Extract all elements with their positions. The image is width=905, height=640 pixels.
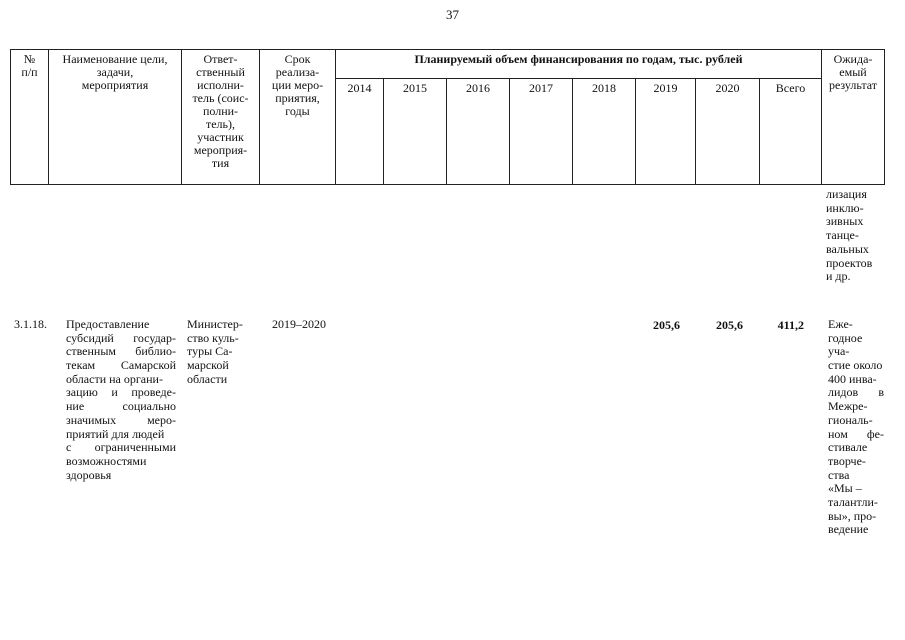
row-result-line — [828, 332, 884, 346]
row-result-line-word: ства — [828, 467, 850, 482]
row-responsible: Министер- ство куль- туры Са- марской области — [187, 317, 243, 386]
row-name-line-word: субсидий — [66, 330, 114, 345]
row-name-line — [66, 332, 176, 346]
row-name-line-word: ограниченными — [94, 440, 176, 455]
row-result-line-word: уча- — [828, 344, 850, 359]
continuation-result-line: инклю- — [826, 200, 864, 215]
row-result-line-word: в — [878, 385, 884, 400]
header-total: Всего — [759, 78, 822, 185]
row-result-line-word: стие около — [828, 358, 883, 373]
header-year-2014: 2014 — [335, 78, 384, 185]
header-result: Ожида- емый результат — [821, 49, 885, 185]
row-result-line-word: талантли- — [828, 494, 878, 509]
row-result-line — [828, 523, 884, 537]
row-result-line — [828, 386, 884, 400]
row-name-line-word: значимых — [66, 412, 117, 427]
row-name-line-word: библио- — [135, 344, 176, 359]
row-name-line-word: ственным — [66, 344, 116, 359]
row-result-line — [828, 482, 884, 496]
row-name-line-word: приятий для людей — [66, 426, 165, 441]
row-name-line-word: с — [66, 440, 72, 455]
row-result-line-word: «Мы – — [828, 481, 862, 496]
row-name-line — [66, 428, 176, 442]
row-result-line — [828, 441, 884, 455]
row-name-line-word: текам — [66, 358, 96, 373]
row-name-line — [66, 318, 176, 332]
continuation-result-line: проектов — [826, 255, 873, 270]
row-name-line-word: социально — [122, 399, 176, 414]
value-2020: 205,6 — [716, 318, 743, 332]
row-name-line-word: Самарской — [120, 358, 176, 373]
row-name-line-word: области на органи- — [66, 371, 163, 386]
continuation-result-line: и др. — [826, 269, 851, 284]
row-result-line — [828, 428, 884, 442]
header-year-2017: 2017 — [509, 78, 573, 185]
row-result-line — [828, 455, 884, 469]
header-name: Наименование цели, задачи, мероприятия — [48, 49, 182, 185]
row-name-line-word: проведе- — [131, 385, 176, 400]
row-name-line — [66, 359, 176, 373]
row-name-line-word: ние — [66, 399, 85, 414]
row-result-line — [828, 510, 884, 524]
row-result-line-word: 400 инва- — [828, 371, 877, 386]
row-name-line-word: и — [111, 385, 118, 400]
row-result-line-word: лидов — [828, 385, 859, 400]
row-name-line — [66, 455, 176, 469]
continuation-result-line: зивных — [826, 214, 864, 229]
header-year-2019: 2019 — [635, 78, 696, 185]
continuation-result — [826, 188, 882, 284]
row-result-line-word: Еже- — [828, 317, 853, 331]
row-result-line-word: годное — [828, 330, 863, 345]
row-name-line-word: зацию — [66, 385, 98, 400]
row-result-line-word: ном — [828, 426, 848, 441]
header-year-2020: 2020 — [695, 78, 760, 185]
row-name-line — [66, 400, 176, 414]
row-result-line — [828, 345, 884, 359]
header-funding: Планируемый объем финансирования по годам, тыс. рублей — [335, 49, 822, 79]
row-name-line-word: государ- — [133, 330, 176, 345]
header-year-2018: 2018 — [572, 78, 636, 185]
row-result-line — [828, 359, 884, 373]
row-result-line — [828, 318, 884, 332]
row-name — [66, 318, 176, 482]
row-name-line — [66, 373, 176, 387]
continuation-result-line: танце- — [826, 228, 859, 243]
continuation-result-line: лизация — [826, 187, 867, 201]
row-result-line-word: фе- — [866, 426, 884, 441]
row-name-line — [66, 469, 176, 483]
row-name-line — [66, 386, 176, 400]
row-name-line — [66, 441, 176, 455]
row-result-line — [828, 414, 884, 428]
row-result-line-word: Межре- — [828, 399, 868, 414]
row-number: 3.1.18. — [14, 317, 47, 331]
header-responsible: Ответ- ственный исполни- тель (соис- полни- тель), участник мероприя- тия — [181, 49, 260, 185]
value-2019: 205,6 — [653, 318, 680, 332]
row-result — [828, 318, 884, 537]
table-header — [10, 49, 885, 185]
row-name-line — [66, 345, 176, 359]
row-result-line-word: стивале — [828, 440, 868, 455]
row-result-line — [828, 373, 884, 387]
row-name-line — [66, 414, 176, 428]
header-term: Срок реализа- ции меро- приятия, годы — [259, 49, 336, 185]
row-result-line — [828, 496, 884, 510]
row-name-line-word: здоровья — [66, 467, 112, 482]
row-name-line-word: возможностями — [66, 453, 147, 468]
continuation-result-line: вальных — [826, 241, 869, 256]
header-year-2016: 2016 — [446, 78, 510, 185]
value-total: 411,2 — [777, 318, 804, 332]
row-name-line-word: Предоставление — [66, 317, 150, 331]
row-result-line-word: вы», про- — [828, 508, 877, 523]
row-result-line — [828, 400, 884, 414]
row-result-line-word: ведение — [828, 522, 869, 537]
row-result-line-word: гиональ- — [828, 412, 873, 427]
row-term: 2019–2020 — [272, 317, 326, 331]
page-number: 37 — [446, 7, 459, 22]
row-name-line-word: меро- — [147, 412, 176, 427]
header-year-2015: 2015 — [383, 78, 447, 185]
row-result-line — [828, 469, 884, 483]
row-result-line-word: творче- — [828, 453, 866, 468]
header-num: № п/п — [10, 49, 49, 185]
